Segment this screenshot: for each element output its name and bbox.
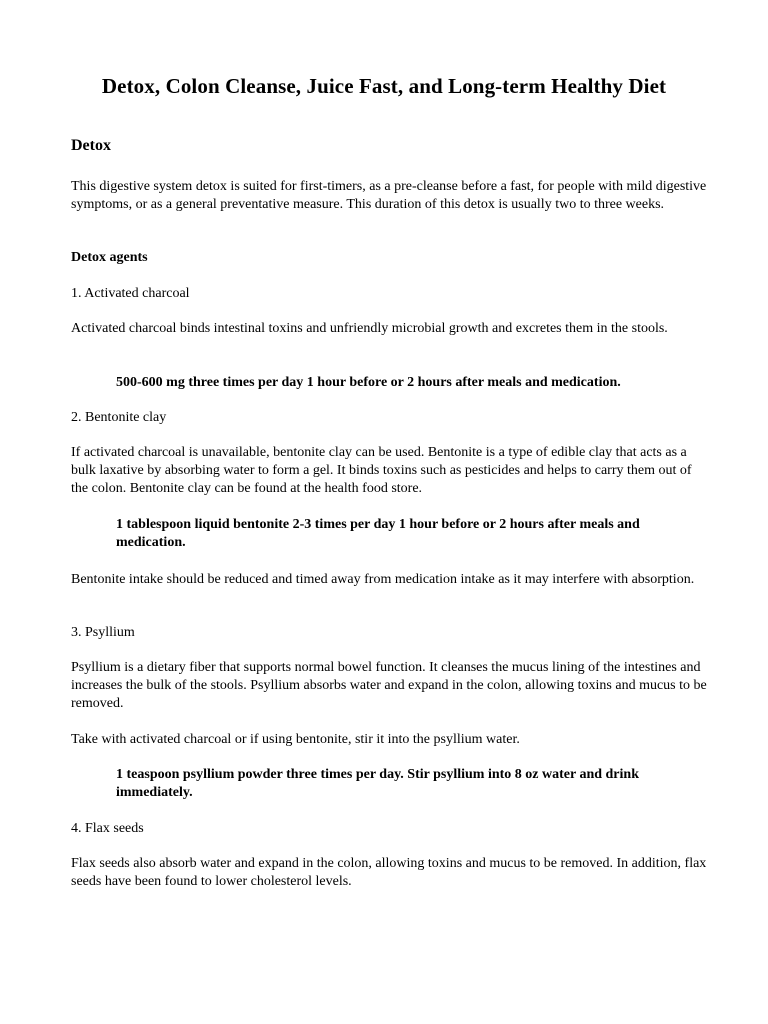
agent-note-psyllium: Take with activated charcoal or if using bentonite, stir it into the psyllium water. xyxy=(71,732,520,747)
section-heading-detox: Detox xyxy=(71,137,111,154)
agent-dose-psyllium: 1 teaspoon psyllium powder three times per day. Stir psyllium into 8 oz water and drink immediately. xyxy=(116,767,639,800)
agent-name-flax: 4. Flax seeds xyxy=(71,821,144,836)
agent-description-flax: Flax seeds also absorb water and expand in the colon, allowing toxins and mucus to be removed. In addition, flax seeds have been found to lower cholesterol levels. xyxy=(71,856,707,889)
intro-paragraph: This digestive system detox is suited for first-timers, as a pre-cleanse before a fast, for people with mild digestive symptoms, or as a general preventative measure. This duration of this detox is usually two to three weeks. xyxy=(71,179,707,212)
agent-description-psyllium: Psyllium is a dietary fiber that supports normal bowel function. It cleanses the mucus lining of the intestines and increases the bulk of the stools. Psyllium absorbs water and expand in the colon, allowing toxins and mucus to be removed. xyxy=(71,660,707,711)
agent-description-bentonite: If activated charcoal is unavailable, bentonite clay can be used. Bentonite is a type of edible clay that acts as a bulk laxative by absorbing water to form a gel. It binds toxins such as pesticides and helps to carry them out of the colon. Bentonite clay can be found at the health food store. xyxy=(71,445,692,496)
agent-dose-bentonite: 1 tablespoon liquid bentonite 2-3 times per day 1 hour before or 2 hours after meals and medication. xyxy=(116,517,640,550)
agents-heading: Detox agents xyxy=(71,250,148,265)
agent-description-charcoal: Activated charcoal binds intestinal toxins and unfriendly microbial growth and excretes them in the stools. xyxy=(71,321,668,336)
agent-dose-charcoal: 500-600 mg three times per day 1 hour before or 2 hours after meals and medication. xyxy=(116,375,621,390)
agent-name-psyllium: 3. Psyllium xyxy=(71,625,135,640)
agent-note-bentonite: Bentonite intake should be reduced and timed away from medication intake as it may interfere with absorption. xyxy=(71,572,695,587)
agent-name-charcoal: 1. Activated charcoal xyxy=(71,286,190,301)
document-title: Detox, Colon Cleanse, Juice Fast, and Long-term Healthy Diet xyxy=(101,74,667,98)
agent-name-bentonite: 2. Bentonite clay xyxy=(71,410,167,425)
